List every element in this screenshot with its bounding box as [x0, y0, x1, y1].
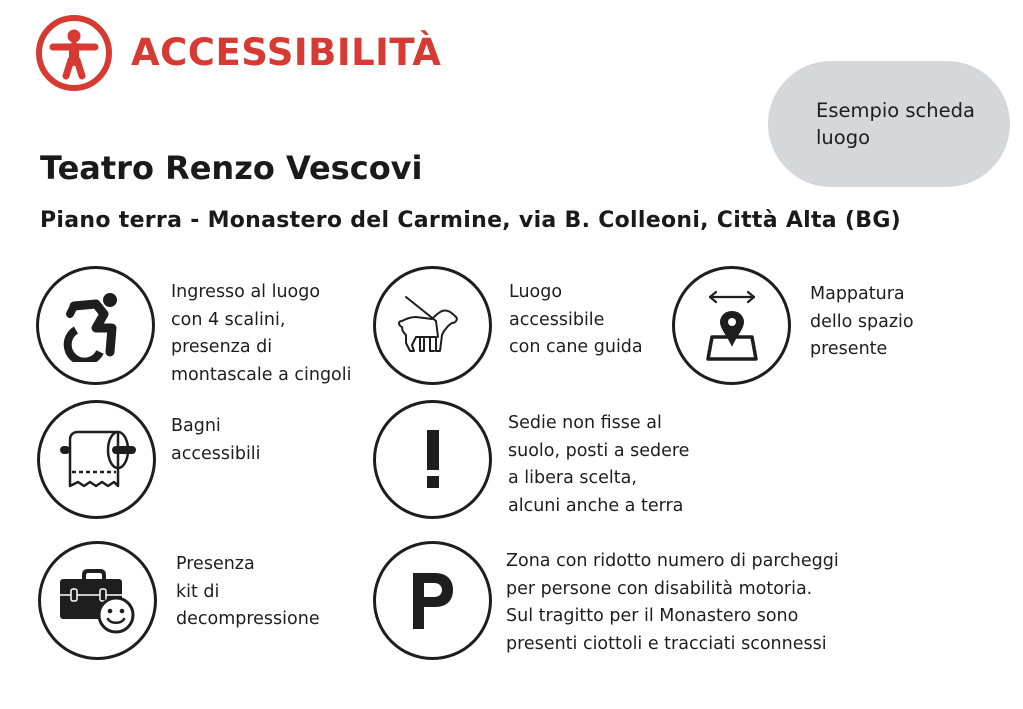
feature-toilets-text	[171, 413, 261, 468]
badge-line-2: luogo	[816, 126, 871, 149]
map-pin-icon	[672, 266, 791, 385]
feature-entrance-text	[171, 279, 352, 389]
feature-line: con 4 scalini,	[171, 309, 286, 330]
feature-line: Zona con ridotto numero di parcheggi	[506, 551, 839, 571]
feature-mapping-text	[810, 281, 914, 364]
exclamation-icon	[373, 400, 492, 519]
venue-name: Teatro Renzo Vescovi	[40, 149, 423, 187]
feature-line: presenza di	[171, 337, 273, 357]
wheelchair-icon	[36, 266, 155, 385]
feature-line: Luogo	[509, 282, 563, 302]
parking-icon	[373, 541, 492, 660]
feature-line: Sedie non fisse al	[508, 413, 662, 433]
feature-line: dello spazio	[810, 311, 914, 332]
feature-line: kit di	[176, 581, 220, 602]
feature-kit-text	[176, 551, 320, 634]
decompression-kit-icon	[38, 541, 157, 660]
feature-line: per persone con disabilità motoria.	[506, 578, 813, 599]
feature-line: decompressione	[176, 609, 320, 629]
feature-line: accessibile	[509, 309, 605, 330]
feature-line: a libera scelta,	[508, 468, 637, 488]
badge-label	[816, 97, 996, 151]
feature-line: Bagni	[171, 416, 221, 436]
feature-line: montascale a cingoli	[171, 364, 352, 385]
feature-seating-text	[508, 410, 689, 520]
feature-line: Ingresso al luogo	[171, 282, 321, 302]
accessibility-logo-icon	[35, 14, 113, 92]
feature-line: presenti ciottoli e tracciati sconnessi	[506, 633, 827, 654]
feature-parking-text	[506, 548, 839, 658]
feature-line: Sul tragitto per il Monastero sono	[506, 606, 799, 626]
venue-location: Piano terra - Monastero del Carmine, via B. Colleoni, Città Alta (BG)	[40, 208, 902, 233]
feature-line: Mappatura	[810, 284, 905, 304]
toilet-paper-icon	[37, 400, 156, 519]
feature-line: alcuni anche a terra	[508, 495, 684, 516]
feature-guide-dog-text	[509, 279, 643, 362]
badge-line-1: Esempio scheda	[816, 99, 975, 122]
feature-line: con cane guida	[509, 337, 643, 357]
guide-dog-icon	[373, 266, 492, 385]
feature-line: accessibili	[171, 443, 261, 464]
feature-line: presente	[810, 339, 888, 359]
section-title: ACCESSIBILITÀ	[131, 31, 442, 74]
feature-line: suolo, posti a sedere	[508, 440, 690, 461]
feature-line: Presenza	[176, 554, 255, 574]
example-badge	[768, 61, 1010, 187]
